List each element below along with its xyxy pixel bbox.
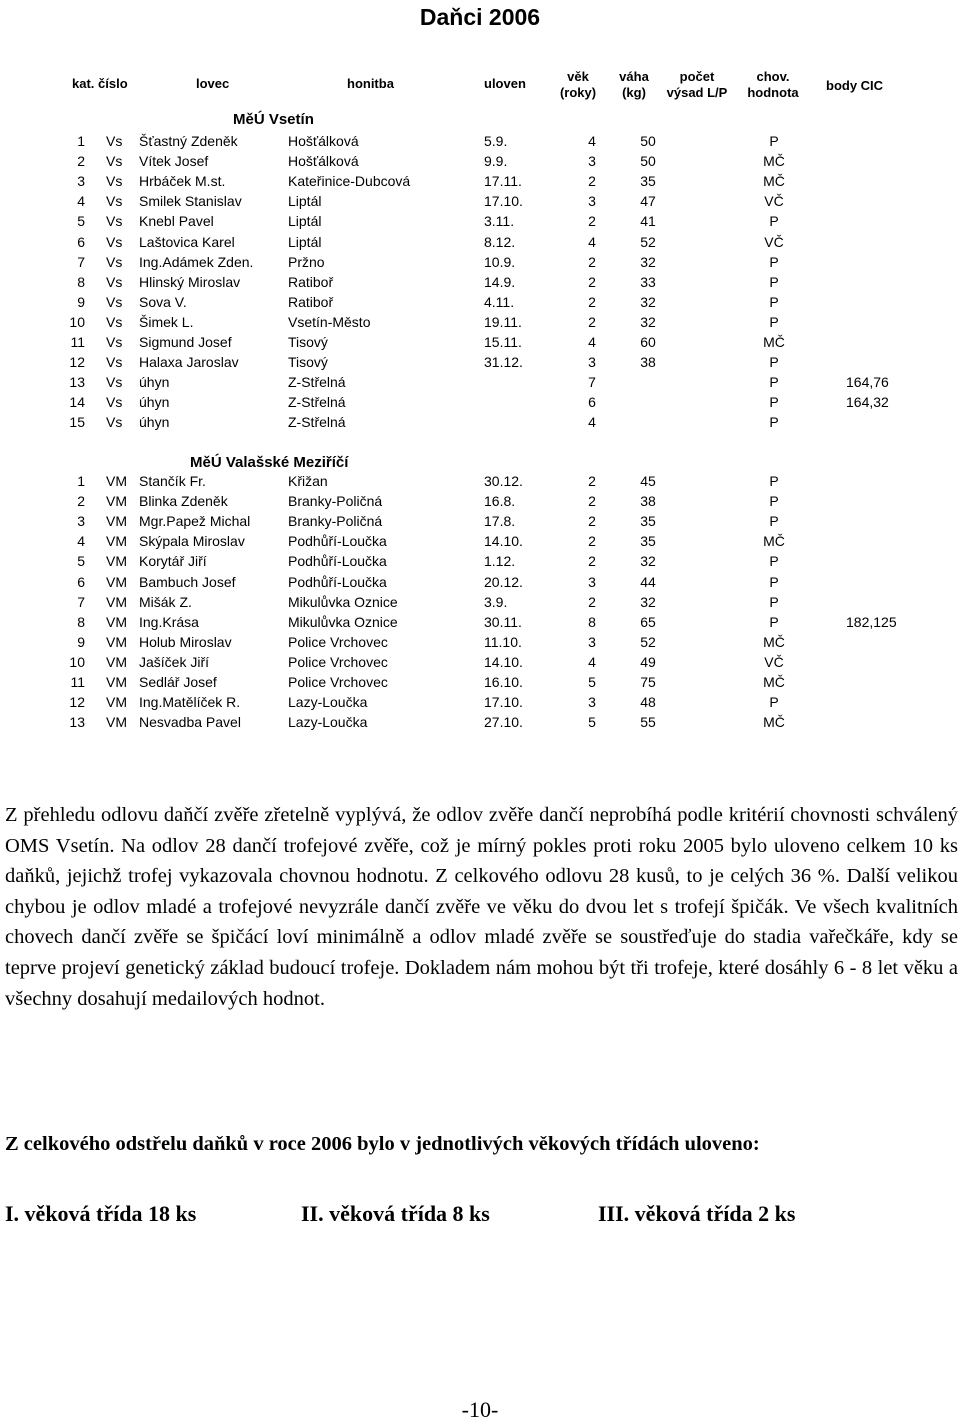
table-row — [0, 714, 960, 734]
cell-hodnota: MČ — [763, 153, 785, 170]
cell-uloven: 11.10. — [484, 633, 522, 650]
cell-hodnota: VČ — [764, 233, 784, 250]
cell-kat: Vs — [106, 374, 123, 391]
cell-uloven: 9.9. — [484, 153, 508, 170]
cell-vek: 2 — [588, 473, 596, 489]
cell-hodnota: P — [769, 553, 779, 570]
table-row — [0, 614, 960, 634]
cell-kat: Vs — [106, 213, 123, 230]
cell-number: 2 — [77, 153, 85, 170]
cell-hodnota: P — [769, 573, 779, 590]
cell-lovec: Sova V. — [139, 293, 187, 310]
header-body-cic: body CIC — [826, 78, 884, 93]
cell-lovec: Hrbáček M.st. — [139, 173, 226, 190]
cell-hodnota: P — [769, 473, 779, 489]
cell-honitba: Podhůří-Loučka — [288, 553, 387, 570]
cell-lovec: úhyn — [139, 414, 170, 431]
cell-vek: 4 — [588, 133, 596, 149]
cell-vek: 2 — [588, 173, 596, 190]
cell-kat: Vs — [106, 293, 123, 310]
table-row — [0, 314, 960, 334]
cell-uloven: 17.11. — [484, 173, 522, 190]
cell-uloven: 4.11. — [484, 293, 515, 310]
cell-honitba: Lazy-Loučka — [288, 694, 368, 711]
cell-hodnota: P — [769, 253, 779, 270]
cell-lovec: úhyn — [139, 394, 170, 411]
cell-lovec: Sedlář Josef — [139, 674, 217, 690]
cell-vaha: 35 — [640, 173, 656, 190]
cell-kat: VM — [106, 493, 127, 510]
cell-vek: 3 — [588, 573, 596, 590]
cell-vek: 5 — [588, 674, 596, 690]
cell-uloven: 17.10. — [484, 193, 523, 210]
table-row — [0, 274, 960, 294]
cell-body-cic: 182,125 — [846, 613, 897, 630]
cell-body-cic: 164,76 — [846, 374, 889, 391]
cell-honitba: Branky-Poličná — [288, 513, 383, 530]
cell-number: 4 — [77, 533, 85, 550]
table-row — [0, 213, 960, 233]
cell-lovec: Skýpala Miroslav — [139, 533, 245, 550]
cell-vek: 2 — [588, 313, 596, 330]
cell-lovec: Laštovica Karel — [139, 233, 235, 250]
cell-vek: 7 — [588, 374, 596, 391]
cell-kat: Vs — [106, 173, 123, 190]
cell-vaha: 48 — [640, 694, 656, 711]
cell-honitba: Liptál — [288, 233, 322, 250]
cell-kat: VM — [106, 473, 127, 489]
table-row — [0, 473, 960, 493]
cell-vaha: 55 — [640, 714, 656, 731]
cell-hodnota: MČ — [763, 533, 785, 550]
cell-lovec: Blinka Zdeněk — [139, 493, 228, 510]
cell-uloven: 17.8. — [484, 513, 516, 530]
cell-vaha: 41 — [640, 213, 656, 230]
cell-number: 10 — [69, 653, 85, 670]
header-vaha: váha (kg) — [619, 69, 649, 100]
cell-hodnota: P — [769, 133, 779, 149]
cell-kat: Vs — [106, 153, 123, 170]
cell-vaha: 47 — [640, 193, 656, 210]
cell-hodnota: MČ — [763, 714, 785, 731]
cell-kat: VM — [106, 533, 127, 550]
table-row — [0, 234, 960, 254]
cell-hodnota: MČ — [763, 633, 785, 650]
cell-honitba: Tisový — [288, 354, 328, 371]
cell-vaha: 32 — [640, 253, 656, 270]
table-row — [0, 354, 960, 374]
cell-honitba: Ratiboř — [288, 293, 334, 310]
table-row — [0, 513, 960, 533]
cell-honitba: Branky-Poličná — [288, 493, 383, 510]
cell-vaha: 44 — [640, 573, 656, 590]
cell-uloven: 14.9. — [484, 273, 516, 290]
cell-vaha: 75 — [640, 674, 656, 690]
cell-vek: 2 — [588, 533, 596, 550]
cell-vaha: 35 — [640, 513, 656, 530]
cell-lovec: úhyn — [139, 374, 170, 391]
cell-honitba: Liptál — [288, 193, 322, 210]
cell-honitba: Kateřinice-Dubcová — [288, 173, 411, 190]
cell-lovec: Šťastný Zdeněk — [139, 133, 238, 149]
cell-uloven: 30.12. — [484, 473, 523, 489]
cell-vaha: 32 — [640, 293, 656, 310]
cell-vaha: 52 — [640, 633, 656, 650]
cell-uloven: 3.9. — [484, 593, 508, 610]
cell-honitba: Police Vrchovec — [288, 653, 388, 670]
header-honitba: honitba — [347, 76, 394, 91]
table-row — [0, 294, 960, 314]
cell-lovec: Šimek L. — [139, 313, 194, 330]
cell-vek: 3 — [588, 193, 596, 210]
header-kat-cislo: kat. číslo — [72, 76, 128, 91]
body-paragraph: Z přehledu odlovu daňčí zvěře zřetelně vyplývá, že odlov zvěře dančí neprobíhá podle kritérií chovnosti schválený OMS Vsetín. Na odlov 28 dančí trofejové zvěře, což je mírný pokles proti roku 2005 bylo uloveno celkem 10 ks daňků, jejichž trofej vykazovala chovnou hodnotu. Z celkového odlovu 28 kusů, to je celých 36 %. Další velikou chybou je odlov mladé a trofejové nevyzrále dančí zvěře ve věku do dvou let s trofejí špičák. Ve všech kvalitních chovech dančí zvěře se špičácí loví minimálně a odlov mladé zvěře se soustřeďuje do stadia vařečkáře, kdy se teprve projeví genetický základ budoucí trofeje. Dokladem nám mohou být tři trofeje, které dosáhly 6 - 8 let věku a všechny dosahují medailových hodnot. — [5, 804, 958, 1010]
header-lovec: lovec — [196, 76, 230, 91]
cell-vek: 3 — [588, 153, 596, 170]
cell-kat: Vs — [106, 334, 123, 350]
cell-honitba: Z-Střelná — [288, 414, 346, 431]
cell-uloven: 14.10. — [484, 533, 523, 550]
table-row — [0, 193, 960, 213]
cell-hodnota: P — [769, 613, 779, 630]
cell-honitba: Tisový — [288, 334, 328, 350]
cell-hodnota: P — [769, 374, 779, 391]
cell-vaha: 32 — [640, 593, 656, 610]
cell-kat: VM — [106, 633, 127, 650]
cell-vaha: 35 — [640, 533, 656, 550]
cell-number: 1 — [77, 473, 85, 489]
table-row — [0, 153, 960, 173]
cell-vaha: 32 — [640, 553, 656, 570]
cell-hodnota: P — [769, 694, 779, 711]
cell-kat: Vs — [106, 354, 123, 371]
header-pocet-vysad: počet výsad L/P — [666, 69, 728, 100]
cell-number: 6 — [77, 573, 85, 590]
cell-hodnota: P — [769, 493, 779, 510]
cell-number: 11 — [70, 674, 85, 690]
cell-honitba: Mikulůvka Oznice — [288, 593, 398, 610]
cell-number: 10 — [69, 313, 85, 330]
cell-number: 15 — [69, 414, 85, 431]
cell-hodnota: VČ — [764, 653, 784, 670]
cell-hodnota: P — [769, 354, 779, 371]
cell-number: 9 — [77, 293, 85, 310]
cell-number: 1 — [77, 133, 85, 149]
cell-number: 11 — [70, 334, 85, 350]
page-number: -10- — [461, 1397, 499, 1422]
cell-kat: VM — [106, 714, 127, 731]
cell-vaha: 32 — [640, 313, 656, 330]
cell-vaha: 52 — [640, 233, 656, 250]
cell-vek: 2 — [588, 593, 596, 610]
cell-honitba: Pržno — [288, 253, 325, 270]
cell-number: 12 — [69, 354, 85, 371]
cell-number: 8 — [77, 613, 85, 630]
cell-vaha: 38 — [640, 493, 656, 510]
cell-vek: 2 — [588, 493, 596, 510]
cell-lovec: Knebl Pavel — [139, 213, 214, 230]
cell-vek: 2 — [588, 553, 596, 570]
cell-vaha: 50 — [640, 133, 656, 149]
cell-uloven: 5.9. — [484, 133, 508, 149]
cell-vek: 4 — [588, 414, 596, 431]
cell-kat: Vs — [106, 394, 123, 411]
cell-vek: 3 — [588, 694, 596, 711]
cell-kat: VM — [106, 573, 127, 590]
cell-honitba: Z-Střelná — [288, 374, 346, 391]
cell-kat: Vs — [106, 313, 123, 330]
cell-lovec: Sigmund Josef — [139, 334, 232, 350]
cell-vek: 6 — [588, 394, 596, 411]
cell-number: 3 — [77, 513, 85, 530]
cell-vek: 2 — [588, 253, 596, 270]
page-title: Daňci 2006 — [419, 4, 541, 30]
cell-vek: 8 — [588, 613, 596, 630]
cell-vek: 4 — [588, 233, 596, 250]
cell-honitba: Police Vrchovec — [288, 633, 388, 650]
cell-lovec: Hlinský Miroslav — [139, 273, 241, 290]
cell-vek: 2 — [588, 273, 596, 290]
cell-vek: 4 — [588, 334, 596, 350]
cell-lovec: Bambuch Josef — [139, 573, 236, 590]
cell-uloven: 15.11. — [484, 334, 522, 350]
cell-hodnota: P — [769, 513, 779, 530]
cell-kat: Vs — [106, 273, 123, 290]
cell-lovec: Halaxa Jaroslav — [139, 354, 239, 371]
cell-uloven: 20.12. — [484, 573, 523, 590]
table-row — [0, 133, 960, 153]
cell-number: 3 — [77, 173, 85, 190]
cell-vaha: 38 — [640, 354, 656, 371]
cell-hodnota: MČ — [763, 173, 785, 190]
cell-uloven: 16.10. — [484, 674, 523, 690]
cell-number: 6 — [77, 233, 85, 250]
cell-kat: VM — [106, 593, 127, 610]
cell-uloven: 10.9. — [484, 253, 516, 270]
cell-number: 8 — [77, 273, 85, 290]
section-title-valasske-mezirici: MěÚ Valašské Meziříčí — [190, 454, 349, 471]
cell-lovec: Mišák Z. — [139, 593, 192, 610]
cell-kat: VM — [106, 694, 127, 711]
cell-lovec: Nesvadba Pavel — [139, 714, 241, 731]
cell-lovec: Stančík Fr. — [139, 473, 206, 489]
cell-uloven: 17.10. — [484, 694, 523, 711]
cell-honitba: Liptál — [288, 213, 322, 230]
cell-vek: 3 — [588, 354, 596, 371]
cell-honitba: Police Vrchovec — [288, 674, 388, 690]
cell-hodnota: P — [769, 313, 779, 330]
cell-number: 7 — [77, 253, 85, 270]
header-uloven: uloven — [484, 76, 526, 91]
cell-uloven: 19.11. — [484, 313, 522, 330]
cell-kat: Vs — [106, 193, 123, 210]
cell-vek: 2 — [588, 293, 596, 310]
age-class-2: II. věková třída 8 ks — [301, 1201, 490, 1226]
cell-hodnota: P — [769, 273, 779, 290]
cell-number: 13 — [69, 714, 85, 731]
header-chov-hodnota: chov. hodnota — [747, 69, 799, 100]
cell-number: 5 — [77, 553, 85, 570]
cell-lovec: Ing.Krása — [139, 613, 199, 630]
table-row — [0, 493, 960, 513]
cell-honitba: Mikulůvka Oznice — [288, 613, 398, 630]
cell-hodnota: MČ — [763, 674, 785, 690]
cell-kat: VM — [106, 513, 127, 530]
cell-hodnota: P — [769, 213, 779, 230]
cell-number: 7 — [77, 593, 85, 610]
cell-uloven: 8.12. — [484, 233, 516, 250]
section-title-vsetin: MěÚ Vsetín — [233, 111, 314, 128]
cell-number: 5 — [77, 213, 85, 230]
cell-hodnota: P — [769, 394, 779, 411]
cell-number: 2 — [77, 493, 85, 510]
table-row — [0, 533, 960, 553]
cell-uloven: 31.12. — [484, 354, 523, 371]
cell-vek: 4 — [588, 653, 596, 670]
table-row — [0, 634, 960, 654]
cell-kat: VM — [106, 553, 127, 570]
cell-uloven: 27.10. — [484, 714, 523, 731]
cell-hodnota: P — [769, 293, 779, 310]
cell-lovec: Holub Miroslav — [139, 633, 232, 650]
cell-vaha: 65 — [640, 613, 656, 630]
cell-uloven: 30.11. — [484, 613, 522, 630]
cell-number: 9 — [77, 633, 85, 650]
cell-number: 14 — [69, 394, 85, 411]
cell-number: 12 — [69, 694, 85, 711]
cell-vaha: 49 — [640, 653, 656, 670]
table-row — [0, 553, 960, 573]
table-row — [0, 334, 960, 354]
cell-honitba: Z-Střelná — [288, 394, 346, 411]
header-vek: věk (roky) — [559, 69, 597, 100]
cell-lovec: Ing.Matělíček R. — [139, 694, 241, 711]
cell-lovec: Ing.Adámek Zden. — [139, 253, 254, 270]
cell-uloven: 3.11. — [484, 213, 515, 230]
cell-kat: Vs — [106, 414, 123, 431]
age-class-1: I. věková třída 18 ks — [5, 1201, 197, 1226]
cell-number: 4 — [77, 193, 85, 210]
table-row — [0, 374, 960, 394]
cell-vek: 2 — [588, 213, 596, 230]
table-row — [0, 173, 960, 193]
age-class-3: III. věková třída 2 ks — [598, 1201, 796, 1226]
cell-vek: 3 — [588, 633, 596, 650]
table-row — [0, 414, 960, 434]
cell-vek: 2 — [588, 513, 596, 530]
cell-uloven: 16.8. — [484, 493, 516, 510]
cell-lovec: Jašíček Jiří — [139, 653, 210, 670]
cell-body-cic: 164,32 — [846, 394, 889, 411]
cell-number: 13 — [69, 374, 85, 391]
cell-vaha: 60 — [640, 334, 656, 350]
cell-kat: VM — [106, 613, 127, 630]
cell-hodnota: MČ — [763, 334, 785, 350]
cell-honitba: Hošťálková — [288, 133, 359, 149]
table-row — [0, 654, 960, 674]
cell-hodnota: P — [769, 414, 779, 431]
cell-lovec: Korytář Jiří — [139, 553, 207, 570]
cell-lovec: Smilek Stanislav — [139, 193, 242, 210]
cell-kat: VM — [106, 674, 127, 690]
table-row — [0, 254, 960, 274]
table-row — [0, 674, 960, 694]
table-row — [0, 694, 960, 714]
cell-honitba: Vsetín-Město — [288, 313, 371, 330]
cell-honitba: Podhůří-Loučka — [288, 573, 387, 590]
cell-hodnota: VČ — [764, 193, 784, 210]
cell-honitba: Podhůří-Loučka — [288, 533, 387, 550]
cell-lovec: Vítek Josef — [139, 153, 209, 170]
cell-honitba: Lazy-Loučka — [288, 714, 368, 731]
summary-heading: Z celkového odstřelu daňků v roce 2006 bylo v jednotlivých věkových třídách uloveno: — [5, 1133, 760, 1155]
cell-kat: Vs — [106, 133, 123, 149]
cell-vaha: 45 — [640, 473, 656, 489]
cell-kat: Vs — [106, 253, 123, 270]
cell-honitba: Křižan — [288, 473, 328, 489]
cell-kat: Vs — [106, 233, 123, 250]
cell-hodnota: P — [769, 593, 779, 610]
table-row — [0, 574, 960, 594]
cell-honitba: Hošťálková — [288, 153, 359, 170]
cell-lovec: Mgr.Papež Michal — [139, 513, 251, 530]
table-row — [0, 594, 960, 614]
cell-uloven: 14.10. — [484, 653, 523, 670]
cell-uloven: 1.12. — [484, 553, 516, 570]
cell-vaha: 33 — [640, 273, 656, 290]
cell-vaha: 50 — [640, 153, 656, 170]
cell-honitba: Ratiboř — [288, 273, 334, 290]
cell-vek: 5 — [588, 714, 596, 731]
cell-kat: VM — [106, 653, 127, 670]
table-row — [0, 394, 960, 414]
